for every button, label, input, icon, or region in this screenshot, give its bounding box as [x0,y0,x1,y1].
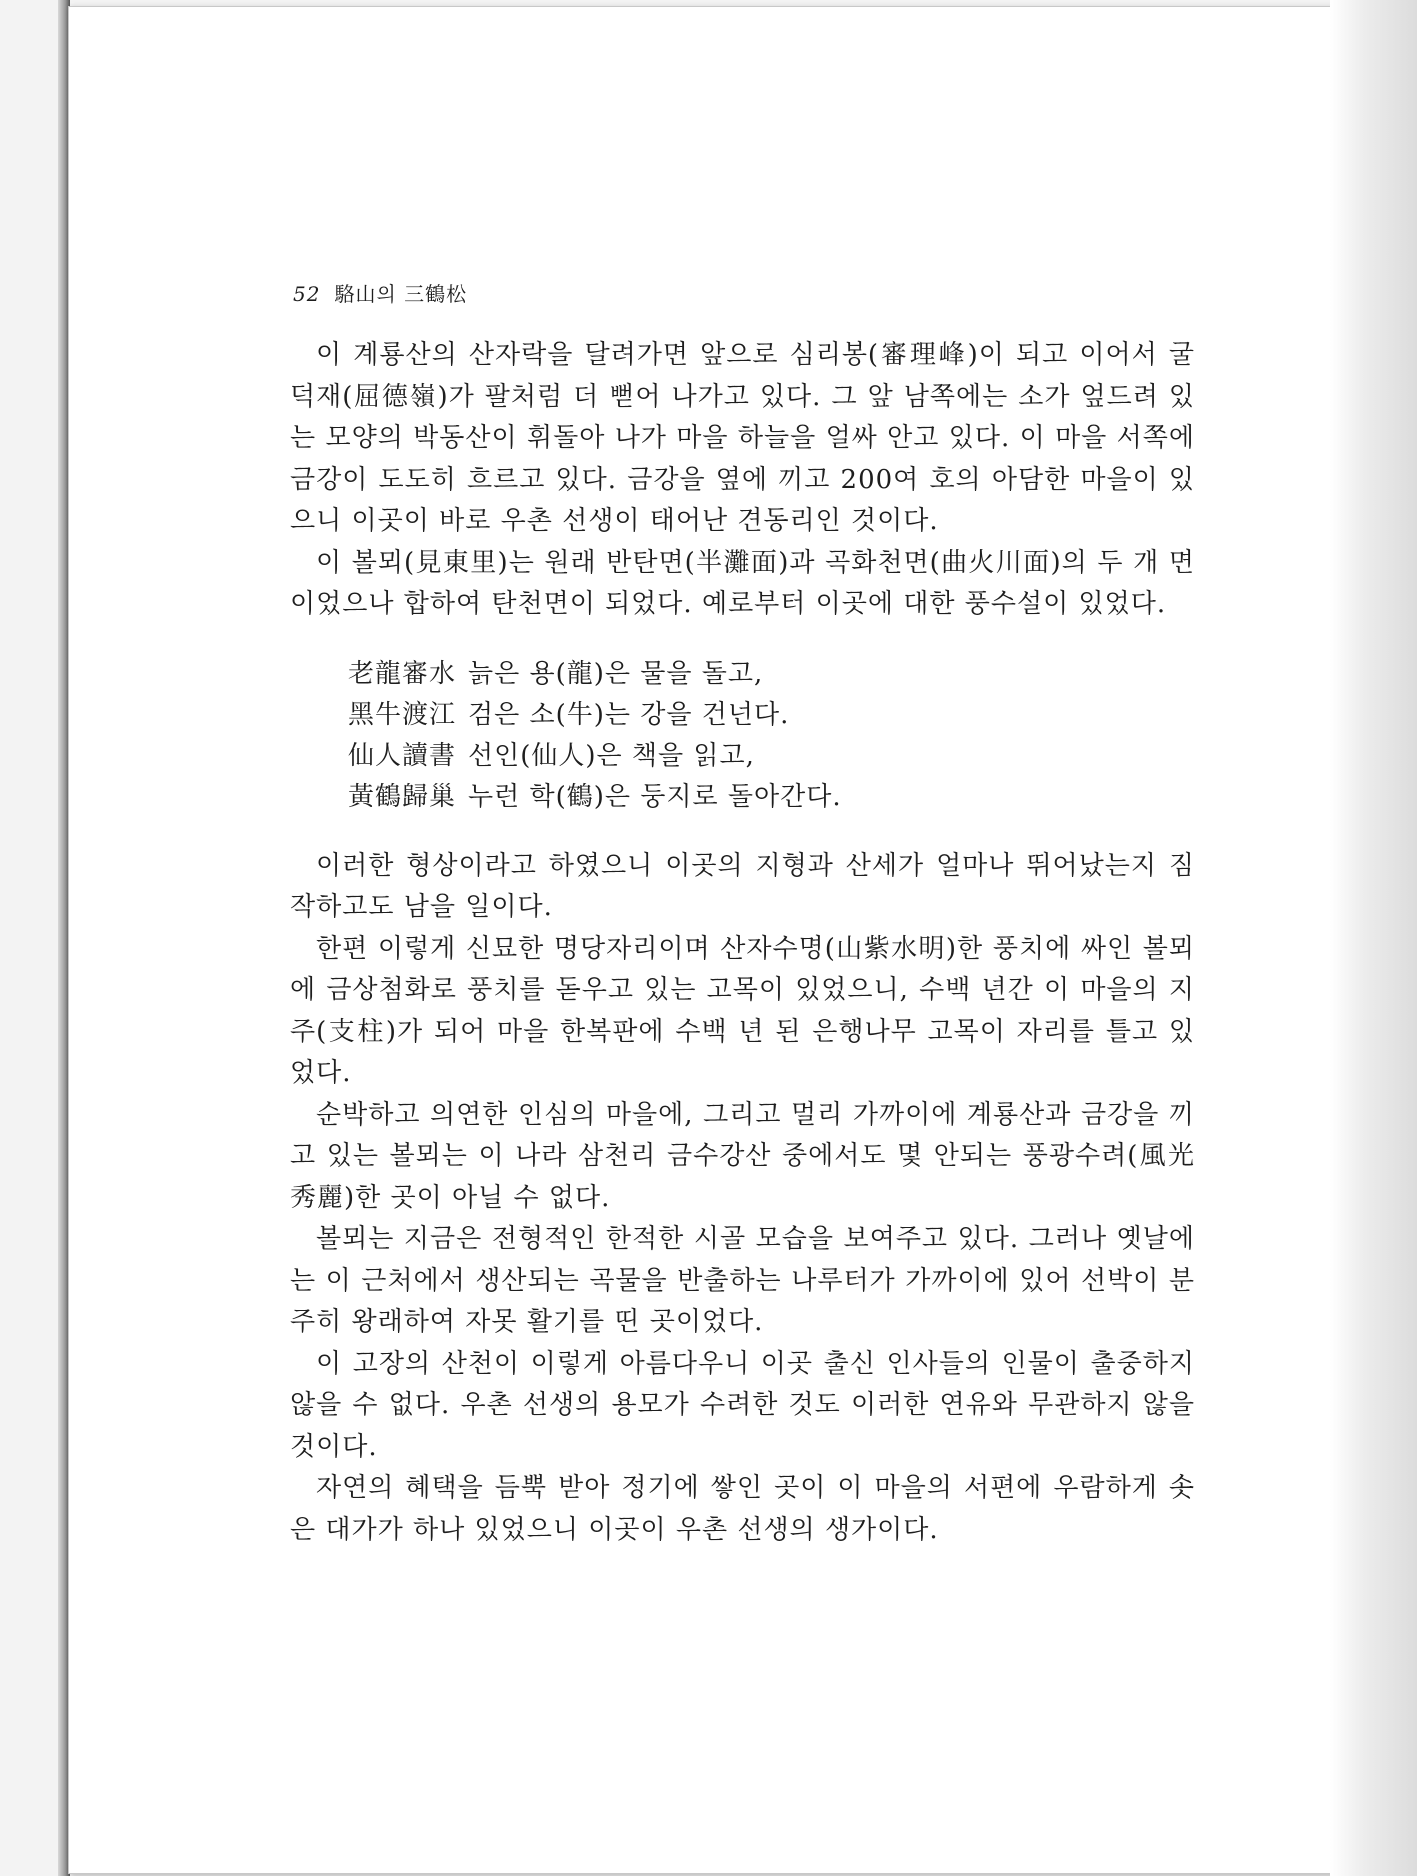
paragraph: 볼뫼는 지금은 전형적인 한적한 시골 모습을 보여주고 있다. 그러나 옛날에는 이 근처에서 생산되는 곡물을 반출하는 나루터가 가까이에 있어 선박이 분주히 왕래하여 자못 활기를 띤 곳이었다. [290,1224,1195,1337]
poem-korean: 검은 소(牛)는 강을 건넌다. [468,699,790,730]
poem-hanja: 黃鶴歸巢 [348,781,457,812]
poem-hanja: 老龍審水 [348,658,457,689]
paragraph: 순박하고 의연한 인심의 마을에, 그리고 멀리 가까이에 계룡산과 금강을 끼고 있는 볼뫼는 이 나라 삼천리 금수강산 중에서도 몇 안되는 풍광수려(風光秀麗)한 곳이 아닐 수 없다. [290,1099,1195,1213]
paragraph: 이 계룡산의 산자락을 달려가면 앞으로 심리봉(審理峰)이 되고 이어서 굴덕재(屈德嶺)가 팔처럼 더 뻗어 나가고 있다. 그 앞 남쪽에는 소가 엎드려 있는 모양의 박동산이 휘돌아 나가 마을 하늘을 얼싸 안고 있다. 이 마을 서쪽에 금강이 도도히 흐르고 있다. 금강을 옆에 끼고 200여 호의 아담한 마을이 있으니 이곳이 바로 우촌 선생이 태어난 견동리인 것이다. [290,340,1195,536]
poem-hanja: 黑牛渡江 [348,699,457,730]
paragraph: 이 볼뫼(見東里)는 원래 반탄면(半灘面)과 곡화천면(曲火川面)의 두 개 면이었으나 합하여 탄천면이 되었다. 예로부터 이곳에 대한 풍수설이 있었다. [290,547,1195,619]
running-header [293,278,467,307]
poem-korean: 선인(仙人)은 책을 읽고, [468,740,755,771]
poem-korean: 누런 학(鶴)은 둥지로 돌아간다. [468,781,842,812]
poem-korean: 늙은 용(龍)은 물을 돌고, [468,658,764,689]
paragraph: 이 고장의 산천이 이렇게 아름다우니 이곳 출신 인사들의 인물이 출중하지 않을 수 없다. 우촌 선생의 용모가 수려한 것도 이러한 연유와 무관하지 않을 것이다. [290,1348,1195,1462]
page-number: 52 [293,282,321,306]
paragraph: 한편 이렇게 신묘한 명당자리이며 산자수명(山紫水明)한 풍치에 싸인 볼뫼에 금상첨화로 풍치를 돋우고 있는 고목이 있었으니, 수백 년간 이 마을의 지주(支柱)가 되어 마을 한복판에 수백 년 된 은행나무 고목이 자리를 틀고 있었다. [290,933,1195,1088]
page-right-margin [1330,0,1417,1876]
poem-line [348,695,1195,736]
poem-line [348,654,1195,695]
paragraph: 이러한 형상이라고 하였으니 이곳의 지형과 산세가 얼마나 뛰어났는지 짐작하고도 남을 일이다. [290,850,1195,922]
poem-hanja: 仙人讀書 [348,740,457,771]
paragraph: 자연의 혜택을 듬뿍 받아 정기에 쌓인 곳이 이 마을의 서편에 우람하게 솟은 대가가 하나 있었으니 이곳이 우촌 선생의 생가이다. [290,1473,1195,1545]
book-title: 駱山의 三鶴松 [334,282,468,306]
poem-block [348,654,1195,818]
body-text [290,335,1195,1551]
poem-line [348,736,1195,777]
poem-line [348,777,1195,818]
